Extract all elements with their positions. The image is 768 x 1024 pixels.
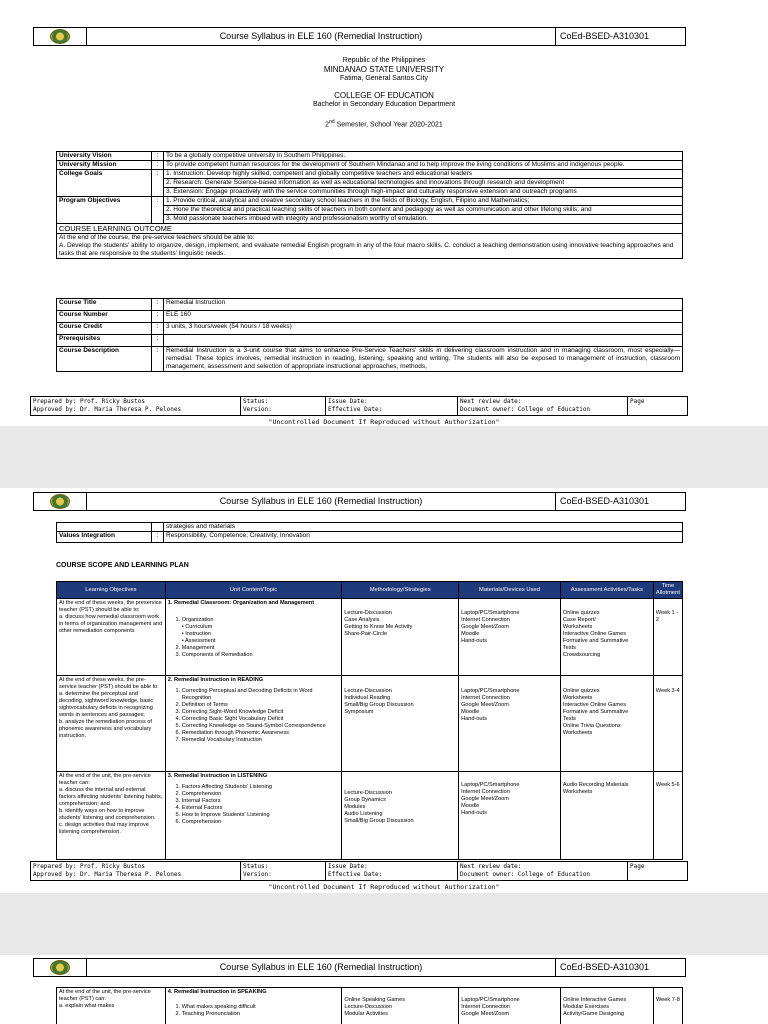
topic-item: 2. Management <box>182 645 340 652</box>
topic-item: 3. Components of Remediation <box>182 652 340 659</box>
material-item: Internet Connection <box>461 695 510 701</box>
col-header: Assessment Activities/Tasks <box>560 582 653 599</box>
vmg-table <box>56 151 683 259</box>
page-header <box>33 492 686 511</box>
method-item: Modules <box>344 804 366 810</box>
topic-item: 5. Correcting Knowledge on Sound-Symbol Correspondence <box>182 723 340 730</box>
goal-item: 1. Instruction: Develop highly skilled, competent and globally competitive teachers and educational leaders <box>164 170 682 179</box>
method-item: Small/Big Group Discussion <box>344 818 414 824</box>
university-seal-icon <box>34 493 87 510</box>
topic-item: 1. Factors Affecting Students' Listening <box>182 784 340 791</box>
assessment-item: Formative and Summative <box>562 638 629 644</box>
effective-date: Effective Date: <box>328 871 383 878</box>
material-item: Moodle <box>461 631 480 637</box>
prerequisites <box>164 335 683 347</box>
table-row <box>57 676 683 772</box>
material-item: Laptop/PC/Smartphone <box>461 610 520 616</box>
material-item: Laptop/PC/Smartphone <box>461 997 520 1003</box>
topic-item: 1. What makes speaking difficult <box>182 1004 340 1011</box>
assessment-item: Crowdsourcing <box>562 652 601 658</box>
course-number: ELE 160 <box>164 311 683 323</box>
approved-by: Approved by: Dr. Maria Theresa P. Pelones <box>33 871 182 878</box>
table-row <box>57 599 683 676</box>
material-item: Google Meet/Zoom <box>461 702 509 708</box>
method-item: Modular Activities <box>344 1011 388 1017</box>
assessment-item: Audio Recording Materials <box>562 782 629 788</box>
semester: 2nd Semester, School Year 2020-2021 <box>325 119 443 129</box>
version: Version: <box>243 406 272 413</box>
assessment-item: Interactive Online Games <box>562 702 627 708</box>
objectives-cell: At the end of these weeks, the preservice teacher (PST) should be able to: a. discuss how remedial classroom work in terms of organization management and other remediation components <box>57 599 166 676</box>
vision-text: To be a globally competitive university in Southern Philippines. <box>164 152 683 161</box>
assessment-item: Worksheets <box>562 730 593 736</box>
material-item: Internet Connection <box>461 617 510 623</box>
material-item: Moodle <box>461 803 480 809</box>
objectives-cell: At the end of the unit, the pre-service teacher (PST) can: a. explain what makes <box>57 988 166 1024</box>
material-item: Laptop/PC/Smartphone <box>461 782 520 788</box>
values-label: Values Integration <box>57 532 152 543</box>
objective-item: 2. Hone the theoretical and practical teaching skills of teachers in both content and pedagogy as well as communication and other lifelong skills; and <box>164 206 682 215</box>
clo-heading: COURSE LEARNING OUTCOME <box>57 224 683 234</box>
university-name: MINDANAO STATE UNIVERSITY <box>323 65 445 74</box>
material-item: Internet Connection <box>461 789 510 795</box>
clo-text: A. Develop the students' ability to organize, design, implement, and evaluate remedial English program in any of the four macro skills. C. conduct a teaching demonstration using innovative teaching approaches and tasks that are responsive to the students' linguistic needs. <box>59 242 674 257</box>
page-footer <box>30 396 688 416</box>
material-item: Google Meet/Zoom <box>461 1011 510 1017</box>
vision-row: University Vision : To be a globally competitive university in Southern Philippines. <box>57 152 683 161</box>
topic-item: 7. Remedial Vocabulary Instruction <box>182 737 340 744</box>
course-description-label: Course Description <box>57 347 152 372</box>
course-info-continued: strategies and materials Values Integration : Responsibility, Competence, Creativity, Innovation <box>56 522 683 543</box>
method-item: Lecture-Discussion <box>344 1004 392 1010</box>
approved-by: Approved by: Dr. Maria Theresa P. Pelones <box>33 406 182 413</box>
page-label: Page <box>630 863 645 870</box>
course-credit: 3 units, 3 hours/week (54 hours / 18 weeks) <box>164 323 683 335</box>
assessment-item: Formative and Summative <box>562 709 629 715</box>
topic-item: 3. Correcting Sight-Word Knowledge Deficit <box>182 709 340 716</box>
document-code: CoEd-BSED-A310301 <box>560 31 650 41</box>
col-header: Time Allotment <box>653 582 682 599</box>
department-name: Bachelor in Secondary Education Department <box>312 101 456 108</box>
material-item: Google Meet/Zoom <box>461 796 509 802</box>
topic-item: 2. Teaching Pronunciation <box>182 1011 340 1018</box>
assessment-item: Online quizzes <box>562 610 600 616</box>
assessment-item: Modular Exercises <box>563 1004 610 1010</box>
topic-title: 1. Remedial Classroom: Organization and Management <box>167 600 315 606</box>
goal-item: 2. Research: Generate Science-based information as well as educational technologies and innovations through research and development <box>164 179 682 188</box>
assessment-item: Tests <box>562 716 576 722</box>
topic-item: 3. Internal Factors <box>182 798 340 805</box>
college-name: COLLEGE OF EDUCATION <box>334 91 434 100</box>
objectives-cell: At the end of the unit, the pre-service teacher can: a. discuss the internal and external factors affecting students' listening habits, comprehension; and b. identify ways on how to improve students' listening and comprehension. c. design activities that may improve listening comprehension. <box>57 772 166 860</box>
institution-block <box>0 56 768 129</box>
assessment-item: Worksheets <box>562 695 593 701</box>
col-header: Learning Objectives <box>57 582 166 599</box>
issue-date: Issue Date: <box>328 398 368 405</box>
version: Version: <box>243 871 272 878</box>
method-item: Audio Listening <box>344 811 383 817</box>
time-allotment: Week 5-6 <box>655 782 680 788</box>
method-item: Lecture-Discussion <box>344 790 392 796</box>
prerequisites-label: Prerequisites <box>57 335 152 347</box>
table-row <box>57 772 683 860</box>
assessment-item: Worksheets <box>562 624 593 630</box>
course-number-label: Course Number <box>57 311 152 323</box>
time-allotment: Week 1 - 2 <box>655 610 679 623</box>
values-integration: Responsibility, Competence, Creativity, Innovation <box>164 532 683 543</box>
status: Status: <box>243 398 269 405</box>
material-item: Laptop/PC/Smartphone <box>461 688 520 694</box>
material-item: Hand-outs <box>461 716 487 722</box>
course-description: Remedial Instruction is a 3-unit course that aims to enhance Pre-Service Teachers' skills in delivering classroom instruction and in managing classroom, most especially—remedial. These topics involves, remedial instruction in reading, listening, speaking and writing. The students will also be exposed to management of instruction, classroom management, assessment and selection of appropriate instructional approaches, methods, <box>164 347 683 372</box>
mission-row: University Mission : To provide competent human resources for the development of Southern Mindanao and to help improve the living conditions of Muslims and indigenous people. <box>57 161 683 170</box>
header-title: Course Syllabus in ELE 160 (Remedial Instruction) <box>87 28 556 45</box>
material-item: Hand-outs <box>461 638 487 644</box>
material-item: Moodle <box>461 709 480 715</box>
course-title: Remedial Instruction <box>164 299 683 311</box>
learning-plan-table <box>56 581 683 860</box>
assessment-item: Online Interactive Games <box>563 997 627 1003</box>
method-item: Lecture-Discussion <box>344 610 392 616</box>
topic-title: 3. Remedial Instruction in LISTENING <box>167 773 268 779</box>
course-info-table: Course Title : Remedial Instruction Course Number : ELE 160 Course Credit : 3 units, 3 hours/week (54 hours / 18 weeks) Prerequisites : Course Description : Remedial Instruction is a 3-unit course that aims to enhance Pre-Service Teachers' skills in delivering classroom instruction and in managing classroom, most especially—remedial. These topics involves, remedial instruction in reading, listening, speaking and writing. The students will also be exposed to management of instruction, classroom management, assessment and selection of appropriate instructional approaches, methods, <box>56 298 683 372</box>
prepared-by: Prepared by: Prof. Ricky Bustos <box>33 863 145 870</box>
university-seal-icon <box>34 28 87 45</box>
clo-intro: At the end of the course, the pre-service teachers should be able to: <box>59 234 255 241</box>
assessment-item: Tests <box>562 645 576 651</box>
method-item: Group Dynamics <box>344 797 386 803</box>
objectives-label: Program Objectives <box>57 197 152 224</box>
header-title: Course Syllabus in ELE 160 (Remedial Instruction) <box>87 493 556 510</box>
assessment-item: Interactive Online Games <box>562 631 627 637</box>
assessment-item: Case Report/ <box>562 617 596 623</box>
material-item: Hand-outs <box>461 810 487 816</box>
method-item: Symposium <box>344 709 374 715</box>
goals-label: College Goals <box>57 170 152 197</box>
university-seal-icon <box>34 959 87 976</box>
vision-label: University Vision <box>57 152 152 161</box>
course-title-label: Course Title <box>57 299 152 311</box>
page-gap <box>0 893 768 955</box>
goals-row: College Goals : 1. Instruction: Develop highly skilled, competent and globally competitive teachers and educational leaders 2. Research: Generate Science-based information as well as educational technologies and innovations through research and development 3. Extension: Engage proactively with the service communities through high-impact and culturally responsive extension and outreach programs <box>57 170 683 197</box>
document-owner: Document owner: College of Education <box>460 871 591 878</box>
header-title: Course Syllabus in ELE 160 (Remedial Instruction) <box>87 959 556 976</box>
document-code: CoEd-BSED-A310301 <box>560 496 650 506</box>
effective-date: Effective Date: <box>328 406 383 413</box>
method-item: Small/Big Group Discussion <box>344 702 414 708</box>
table-row <box>57 988 683 1024</box>
course-description-continued: strategies and materials <box>164 523 683 532</box>
assessment-item: Online Trivia Questions <box>562 723 621 729</box>
uncontrolled-note: "Uncontrolled Document If Reproduced without Authorization" <box>268 418 500 426</box>
uncontrolled-note: "Uncontrolled Document If Reproduced without Authorization" <box>268 883 500 891</box>
learning-plan-table-continued <box>56 987 683 1024</box>
objectives-cell: At the end of these weeks, the pre-service teacher (PST) should be able to: a. determine the perceptual and decoding, sightword knowledge, basic sightvocabulary deficits in recognizing words in sentences and passages; b. analyze the remediation process of phonemic awareness and vocabulary instruction. <box>57 676 166 772</box>
topic-item: 4. Correcting Basic Sight Vocabulary Deficit <box>182 716 340 723</box>
page-footer <box>30 861 688 881</box>
material-item: Google Meet/Zoom <box>461 624 509 630</box>
mission-label: University Mission <box>57 161 152 170</box>
page-label: Page <box>630 398 645 405</box>
document-code: CoEd-BSED-A310301 <box>560 962 650 972</box>
plan-header-row <box>57 582 683 599</box>
prepared-by: Prepared by: Prof. Ricky Bustos <box>33 398 145 405</box>
topic-item: 6. Remediation through Phonemic Awareness <box>182 730 340 737</box>
assessment-item: Worksheets <box>562 789 593 795</box>
mission-text: To provide competent human resources for the development of Southern Mindanao and to help improve the living conditions of Muslims and indigenous people. <box>164 161 683 170</box>
objective-item: 1. Provide critical, analytical and creative secondary school teachers in the fields of Biology, English, Filipino and Mathematics; <box>164 197 682 206</box>
status: Status: <box>243 863 269 870</box>
plan-continued-clip <box>0 987 768 1024</box>
plan-heading: COURSE SCOPE AND LEARNING PLAN <box>56 562 189 569</box>
document-owner: Document owner: College of Education <box>460 406 591 413</box>
material-item: Internet Connection <box>461 1004 511 1010</box>
topic-item: 5. How to Improve Students' Listening <box>182 812 340 819</box>
issue-date: Issue Date: <box>328 863 368 870</box>
method-item: Share-Pair-Circle <box>344 631 388 637</box>
col-header: Methodology/Strategies <box>342 582 459 599</box>
page-gap <box>0 426 768 488</box>
goal-item: 3. Extension: Engage proactively with the service communities through high-impact and culturally responsive extension and outreach programs <box>166 188 577 195</box>
course-credit-label: Course Credit <box>57 323 152 335</box>
time-allotment: Week 3-4 <box>655 688 680 694</box>
next-review: Next review date: <box>460 398 522 405</box>
topic-item: 6. Comprehension <box>182 819 340 826</box>
topic-item: 1. Correcting Perceptual and Decoding Deficits in Word Recognition <box>182 688 340 702</box>
objectives-row: Program Objectives : 1. Provide critical, analytical and creative secondary school teachers in the fields of Biology, English, Filipino and Mathematics; 2. Hone the theoretical and practical teaching skills of teachers in both content and pedagogy as well as communication and other lifelong skills; and 3. Mold passionate teachers imbued with integrity and professionalism worthy of emulation. <box>57 197 683 224</box>
next-review: Next review date: <box>460 863 522 870</box>
method-item: Online Speaking Games <box>344 997 405 1003</box>
time-allotment: Week 7-8 <box>656 997 680 1003</box>
method-item: Case Analysis <box>344 617 380 623</box>
method-item: Lecture-Discussion <box>344 688 392 694</box>
objective-item: 3. Mold passionate teachers imbued with integrity and professionalism worthy of emulation. <box>166 215 428 222</box>
location: Fatima, General Santos City <box>340 75 428 82</box>
topic-title: 2. Remedial Instruction in READING <box>167 677 264 683</box>
topic-item: 2. Comprehension <box>182 791 340 798</box>
method-item: Individual Reading <box>344 695 391 701</box>
topic-item: 2. Definition of Terms <box>182 702 340 709</box>
col-header: Materials/Devices Used <box>459 582 561 599</box>
page-header <box>33 27 686 46</box>
method-item: Getting to Know Me Activity <box>344 624 413 630</box>
col-header: Unit Content/Topic <box>165 582 342 599</box>
page-header <box>33 958 686 977</box>
topic-item: 1. Organization • Curriculum • Instruction • Assessment <box>182 617 340 645</box>
assessment-item: Activity/Game Designing <box>563 1011 625 1017</box>
topic-item: 4. External Factors <box>182 805 340 812</box>
topic-title: 4. Remedial Instruction in SPEAKING <box>167 989 267 995</box>
country: Republic of the Philippines <box>342 57 426 64</box>
assessment-item: Online quizzes <box>562 688 600 694</box>
